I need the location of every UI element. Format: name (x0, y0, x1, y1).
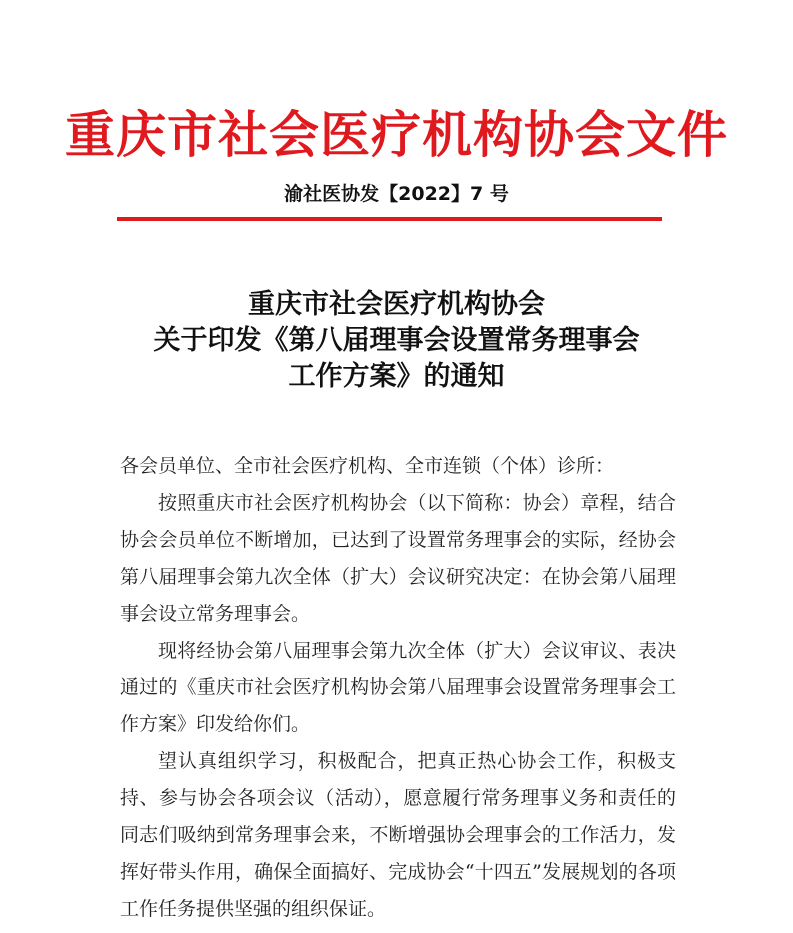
notice-title (0, 287, 793, 395)
body-paragraph-1: 按照重庆市社会医疗机构协会（以下简称：协会）章程，结合协会会员单位不断增加，已达到了设置常务理事会的实际，经协会第八届理事会第九次全体（扩大）会议研究决定：在协会第八届理事会设立常务理事会。 (120, 491, 676, 625)
header-red-rule (117, 217, 662, 221)
notice-title-line-3: 工作方案》的通知 (288, 361, 505, 392)
body-paragraph-2: 现将经协会第八届理事会第九次全体（扩大）会议审议、表决通过的《重庆市社会医疗机构协会第八届理事会设置常务理事会工作方案》印发给你们。 (120, 639, 676, 736)
notice-body (120, 448, 676, 928)
document-number: 渝社医协发【2022】7 号 (284, 183, 509, 205)
salutation: 各会员单位、全市社会医疗机构、全市连锁（个体）诊所： (120, 455, 615, 477)
org-header-title: 重庆市社会医疗机构协会文件 (65, 105, 728, 164)
body-paragraph-3: 望认真组织学习，积极配合，把真正热心协会工作，积极支持、参与协会各项会议（活动），愿意履行常务理事义务和责任的同志们吸纳到常务理事会来，不断增强协会理事会的工作活力，发挥好带头作用，确保全面搞好、完成协会“十四五”发展规划的各项工作任务提供坚强的组织保证。 (120, 750, 676, 920)
notice-title-line-1: 重庆市社会医疗机构协会 (248, 289, 545, 320)
notice-title-line-2: 关于印发《第八届理事会设置常务理事会 (153, 325, 640, 356)
